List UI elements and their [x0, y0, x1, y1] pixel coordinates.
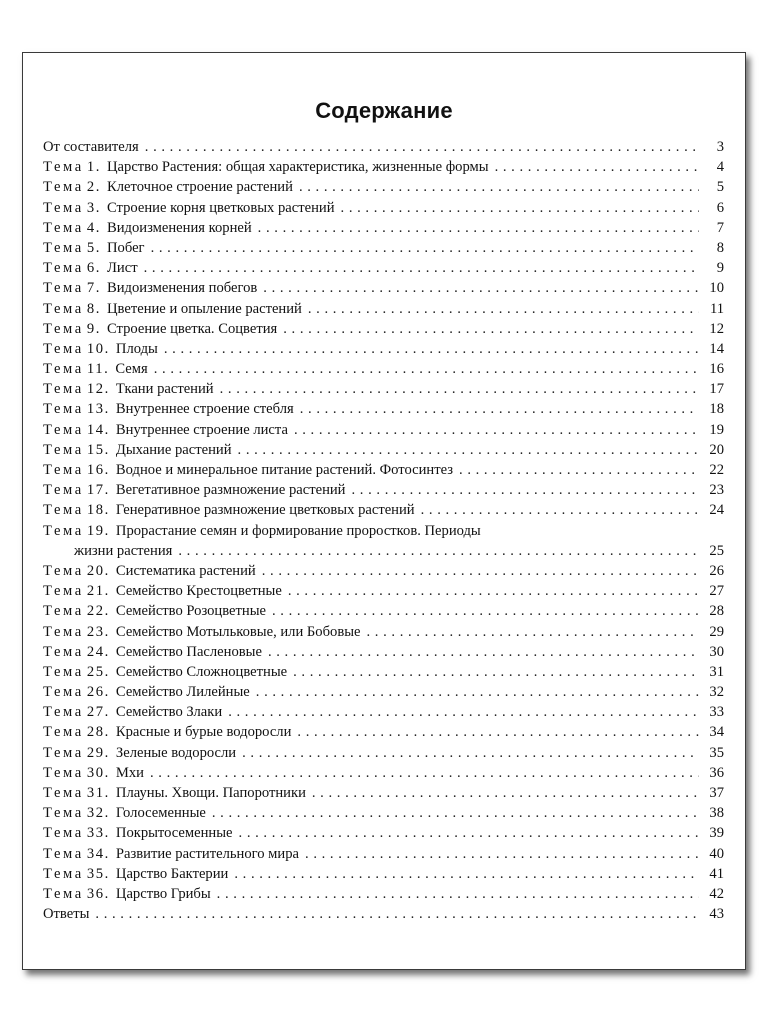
toc-prefix: Тема	[43, 603, 84, 620]
toc-prefix: Тема	[43, 663, 84, 680]
toc-title: Плоды	[115, 340, 158, 357]
toc-entry[interactable]	[43, 440, 724, 460]
toc-entry[interactable]	[43, 581, 724, 601]
dot-leader	[151, 238, 699, 258]
toc-entry[interactable]	[43, 379, 724, 399]
dot-leader	[145, 137, 699, 157]
toc-page-number: 17	[709, 381, 724, 398]
toc-page-number: 18	[709, 401, 724, 418]
toc-prefix: Тема	[43, 684, 84, 701]
dot-leader	[242, 743, 699, 763]
toc-title: Внутреннее строение стебля	[115, 401, 294, 418]
dot-leader	[164, 339, 699, 359]
toc-entry[interactable]	[43, 218, 724, 238]
toc-prefix: Тема	[43, 785, 84, 801]
toc-entry[interactable]	[43, 460, 724, 480]
dot-leader	[312, 783, 699, 803]
toc-number: 8.	[86, 300, 102, 317]
dot-leader	[263, 278, 699, 298]
toc-entry[interactable]	[43, 904, 724, 924]
toc-page-number: 7	[716, 219, 724, 236]
dot-leader	[299, 177, 699, 197]
toc-prefix: Тема	[43, 300, 84, 317]
dot-leader	[341, 198, 699, 218]
toc-number: 29.	[86, 744, 110, 761]
toc-prefix: Тема	[43, 724, 84, 741]
toc-title: Лист	[107, 260, 138, 277]
toc-number: 15.	[86, 441, 110, 458]
toc-title: Семейство Сложноцветные	[115, 663, 288, 680]
toc-prefix: Тема	[43, 421, 84, 438]
toc-number: 34.	[86, 845, 110, 862]
toc-number: 13.	[86, 401, 110, 418]
toc-entry[interactable]	[43, 299, 724, 319]
toc-entry[interactable]	[43, 743, 724, 763]
dot-leader	[95, 904, 699, 924]
toc-entry[interactable]	[43, 521, 724, 541]
dot-leader	[495, 157, 699, 177]
dot-leader	[300, 399, 699, 419]
toc-prefix: Тема	[43, 199, 84, 216]
toc-entry[interactable]	[43, 319, 724, 339]
toc-prefix: Тема	[43, 764, 84, 781]
toc-title: Дыхание растений	[115, 441, 232, 458]
dot-leader	[293, 662, 699, 682]
dot-leader	[144, 258, 699, 278]
toc-title: Генеративное размножение цветковых растений	[115, 502, 415, 519]
dot-leader	[212, 803, 699, 823]
toc-entry[interactable]	[43, 399, 724, 419]
toc-page-number: 22	[709, 462, 724, 478]
toc-page-number: 11	[709, 300, 724, 317]
toc-page-number: 6	[716, 199, 724, 216]
page-title: Содержание	[315, 98, 453, 123]
toc-title: Семейство Злаки	[115, 704, 223, 721]
toc-title: Прорастание семян и формирование проростков. Периоды	[115, 522, 481, 539]
toc-prefix: Тема	[43, 482, 84, 499]
toc-title: Семейство Лилейные	[115, 684, 250, 701]
toc-entry[interactable]	[43, 844, 724, 864]
toc-number: 35.	[86, 865, 110, 882]
toc-page-number: 8	[716, 239, 724, 256]
toc-prefix: Тема	[43, 805, 84, 822]
toc-number: 33.	[86, 825, 110, 842]
toc-number: 1.	[86, 159, 102, 176]
toc-number: 36.	[86, 885, 110, 902]
dot-leader	[154, 359, 699, 379]
toc-prefix: Тема	[43, 562, 84, 579]
toc-page-number: 16	[709, 361, 724, 378]
dot-leader	[297, 722, 699, 742]
dot-leader	[459, 460, 699, 480]
toc-prefix: Тема	[43, 643, 84, 660]
dot-leader	[256, 682, 699, 702]
toc-prefix: Тема	[43, 239, 84, 256]
dot-leader	[239, 823, 699, 843]
toc-number: 19.	[86, 522, 110, 539]
toc-title: Покрытосеменные	[115, 825, 233, 842]
toc-title: Семейство Пасленовые	[115, 643, 262, 660]
toc-page-number: 5	[716, 179, 724, 196]
toc-entry-continuation[interactable]	[43, 541, 724, 561]
toc-title: Семейство Крестоцветные	[115, 583, 282, 600]
toc-entry[interactable]	[43, 622, 724, 642]
toc-title: Вегетативное размножение растений	[115, 482, 346, 499]
toc-page-number: 33	[709, 704, 724, 721]
toc-number: 7.	[86, 280, 102, 297]
toc-title: Видоизменения побегов	[107, 280, 258, 297]
toc-entry[interactable]	[43, 642, 724, 662]
toc-prefix: Тема	[43, 522, 84, 539]
toc-number: 23.	[86, 623, 110, 640]
toc-entry[interactable]	[43, 722, 724, 742]
toc-prefix: Тема	[43, 502, 84, 519]
toc-number: 11.	[86, 361, 110, 378]
toc-title: Семейство Розоцветные	[115, 603, 266, 620]
toc-prefix: Тема	[43, 361, 84, 378]
toc-prefix: Тема	[43, 704, 84, 721]
toc-entry[interactable]	[43, 258, 724, 278]
toc-entry[interactable]	[43, 702, 724, 722]
toc-number: 17.	[86, 482, 110, 499]
toc-prefix: Тема	[43, 744, 84, 761]
toc-number: 20.	[86, 562, 110, 579]
toc-page-number: 37	[709, 785, 724, 801]
toc-prefix: Тема	[43, 885, 84, 902]
dot-leader	[283, 319, 699, 339]
toc-number: 27.	[86, 704, 110, 721]
toc-page-number: 20	[709, 441, 724, 458]
toc-entry[interactable]	[43, 823, 724, 843]
toc-title: Ткани растений	[115, 381, 214, 398]
toc-entry[interactable]	[43, 783, 724, 803]
toc-prefix: Тема	[43, 320, 84, 337]
toc-entry[interactable]	[43, 682, 724, 702]
dot-leader	[220, 379, 699, 399]
toc-title: Цветение и опыление растений	[107, 300, 302, 317]
toc-page-number: 10	[709, 280, 724, 297]
toc-number: 26.	[86, 684, 110, 701]
toc-entry[interactable]	[43, 137, 724, 157]
toc-entry[interactable]	[43, 238, 724, 258]
toc-prefix: Тема	[43, 340, 84, 357]
toc-title: Строение цветка. Соцветия	[107, 320, 278, 337]
toc-page-number: 40	[709, 845, 724, 862]
toc-number: 6.	[86, 260, 102, 277]
toc-prefix: Тема	[43, 179, 84, 196]
dot-leader	[268, 642, 699, 662]
toc-number: 9.	[86, 320, 102, 337]
dot-leader	[238, 440, 699, 460]
toc-entry[interactable]	[43, 480, 724, 500]
toc-title: Внутреннее строение листа	[115, 421, 288, 438]
toc-prefix: Тема	[43, 260, 84, 277]
toc-page-number: 35	[709, 744, 724, 761]
toc-page-number: 29	[709, 623, 724, 640]
toc-page-number: 25	[709, 542, 724, 559]
toc-prefix: Тема	[43, 845, 84, 862]
dot-leader	[421, 500, 699, 520]
toc-title: Царство Бактерии	[115, 865, 229, 882]
toc-title: Клеточное строение растений	[107, 179, 293, 196]
toc-number: 4.	[86, 219, 102, 236]
toc-page-number: 31	[709, 663, 724, 680]
toc-prefix: Тема	[43, 159, 84, 176]
toc-title: Голосеменные	[115, 805, 206, 822]
toc-entry[interactable]	[43, 662, 724, 682]
toc-page-number: 30	[709, 643, 724, 660]
toc-entry[interactable]	[43, 359, 724, 379]
toc-entry[interactable]	[43, 601, 724, 621]
toc-page-number: 24	[709, 502, 724, 519]
toc-page-number: 38	[709, 805, 724, 822]
toc-prefix: Тема	[43, 462, 84, 478]
toc-title: Строение корня цветковых растений	[107, 199, 335, 216]
toc-page-number: 26	[709, 562, 724, 579]
toc-entry[interactable]	[43, 884, 724, 904]
toc-title: От составителя	[43, 139, 139, 155]
toc-number: 14.	[86, 421, 110, 438]
toc-number: 28.	[86, 724, 110, 741]
toc-entry[interactable]	[43, 177, 724, 197]
toc-number: 24.	[86, 643, 110, 660]
toc-entry[interactable]	[43, 339, 724, 359]
toc-prefix: Тема	[43, 623, 84, 640]
toc-page-number: 27	[709, 583, 724, 600]
toc-title: Зеленые водоросли	[115, 744, 237, 761]
dot-leader	[217, 884, 699, 904]
toc-number: 25.	[86, 663, 110, 680]
toc-page-number: 42	[709, 885, 724, 902]
toc-page-number: 39	[709, 825, 724, 842]
toc-prefix: Тема	[43, 441, 84, 458]
toc-number: 12.	[86, 381, 110, 398]
toc-number: 31.	[86, 785, 110, 801]
dot-leader	[258, 218, 699, 238]
toc-entry[interactable]	[43, 561, 724, 581]
toc-page-number: 12	[709, 320, 724, 337]
toc-page-number: 23	[709, 482, 724, 499]
toc-entry[interactable]	[43, 420, 724, 440]
toc-title: Систематика растений	[115, 562, 256, 579]
toc-number: 2.	[86, 179, 102, 196]
toc-title: Водное и минеральное питание растений. Фотосинтез	[115, 462, 454, 478]
dot-leader	[178, 541, 699, 561]
toc-title: Красные и бурые водоросли	[115, 724, 292, 741]
dot-leader	[234, 864, 699, 884]
toc-title: Плауны. Хвощи. Папоротники	[115, 785, 306, 801]
dot-leader	[262, 561, 699, 581]
toc-number: 3.	[86, 199, 102, 216]
toc-number: 30.	[86, 764, 110, 781]
toc-prefix: Тема	[43, 401, 84, 418]
toc-prefix: Тема	[43, 865, 84, 882]
dot-leader	[228, 702, 699, 722]
toc-number: 10.	[86, 340, 110, 357]
toc-number: 21.	[86, 583, 110, 600]
toc-page-number: 34	[709, 724, 724, 741]
toc-prefix: Тема	[43, 381, 84, 398]
dot-leader	[367, 622, 700, 642]
dot-leader	[308, 299, 699, 319]
dot-leader	[305, 844, 699, 864]
dot-leader	[294, 420, 699, 440]
toc-page-number: 43	[709, 906, 724, 923]
toc-title: Побег	[107, 239, 145, 256]
toc-entry[interactable]	[43, 803, 724, 823]
dot-leader	[272, 601, 699, 621]
toc-prefix: Тема	[43, 280, 84, 297]
toc-number: 18.	[86, 502, 110, 519]
toc-page-number: 4	[716, 159, 724, 176]
toc-entry[interactable]	[43, 157, 724, 177]
toc-title-continuation: жизни растения	[74, 542, 173, 559]
toc-entry[interactable]	[43, 500, 724, 520]
toc-page-number: 28	[709, 603, 724, 620]
toc-title: Семейство Мотыльковые, или Бобовые	[115, 623, 361, 640]
toc-page-number: 14	[709, 340, 724, 357]
toc-entry[interactable]	[43, 278, 724, 298]
dot-leader	[352, 480, 700, 500]
toc-page-number: 36	[709, 764, 724, 781]
toc-prefix: Тема	[43, 219, 84, 236]
toc-number: 16.	[86, 462, 110, 478]
table-of-contents	[43, 137, 724, 924]
toc-page-number: 41	[709, 865, 724, 882]
toc-page-number: 19	[709, 421, 724, 438]
toc-number: 22.	[86, 603, 110, 620]
toc-entry[interactable]	[43, 198, 724, 218]
dot-leader	[150, 763, 699, 783]
toc-prefix: Тема	[43, 825, 84, 842]
toc-title: Ответы	[43, 906, 90, 923]
toc-title: Царство Растения: общая характеристика, жизненные формы	[107, 159, 489, 176]
toc-title: Царство Грибы	[115, 885, 211, 902]
dot-leader	[288, 581, 699, 601]
toc-title: Мхи	[115, 764, 144, 781]
toc-entry[interactable]	[43, 864, 724, 884]
toc-page-number: 3	[716, 139, 724, 155]
toc-prefix: Тема	[43, 583, 84, 600]
toc-page-number: 32	[709, 684, 724, 701]
toc-title: Развитие растительного мира	[115, 845, 300, 862]
toc-page-number: 9	[716, 260, 724, 277]
toc-title: Семя	[115, 361, 148, 378]
toc-number: 32.	[86, 805, 110, 822]
toc-number: 5.	[86, 239, 102, 256]
toc-entry[interactable]	[43, 763, 724, 783]
toc-title: Видоизменения корней	[107, 219, 252, 236]
